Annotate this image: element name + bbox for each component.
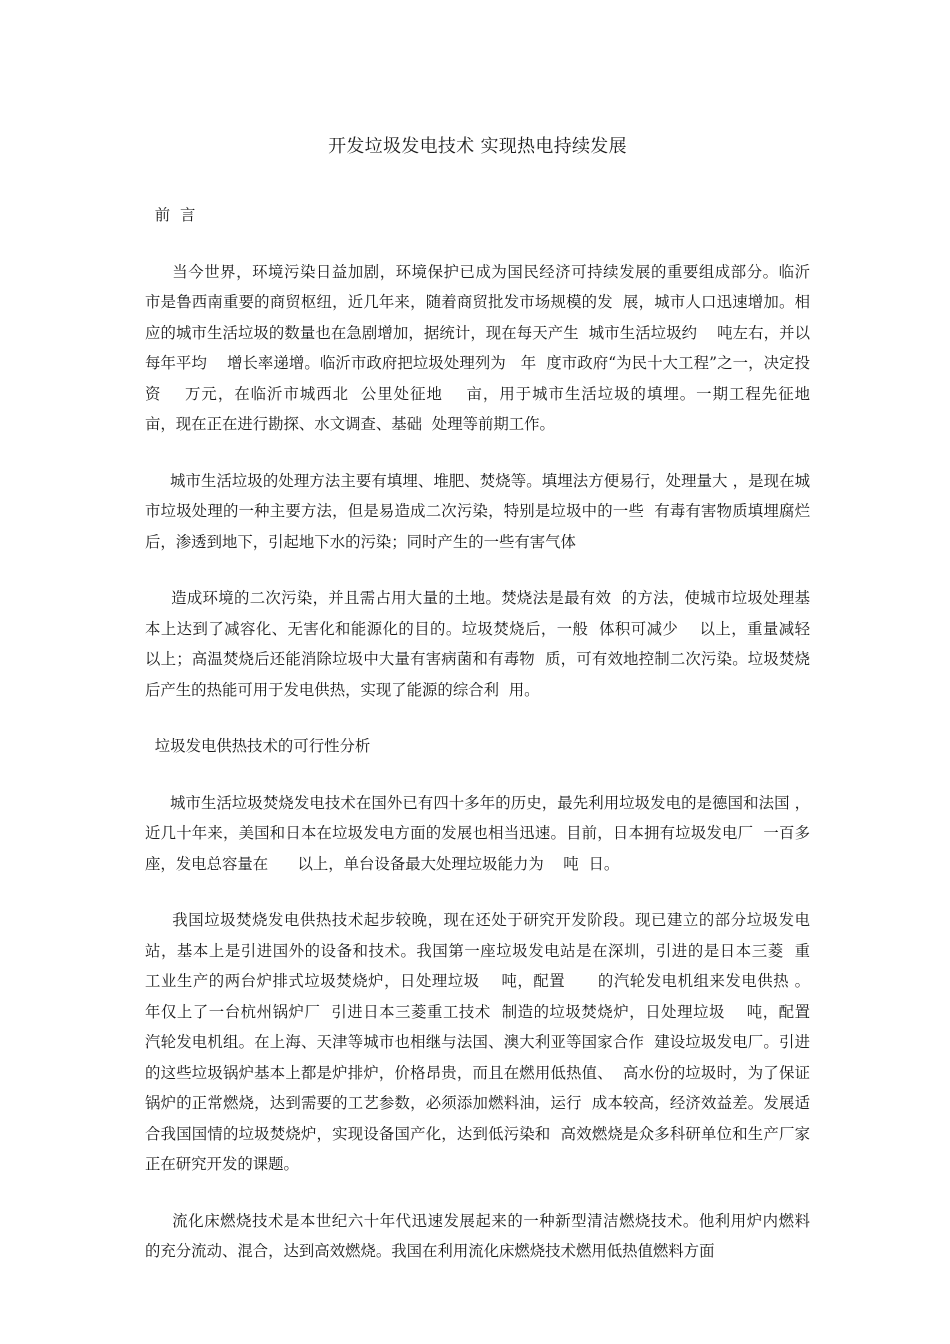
section-heading-preface: 前 言 (145, 206, 201, 224)
paragraph: 我国垃圾焚烧发电供热技术起步较晚，现在还处于研究开发阶段。现已建立的部分垃圾发电 站，基本上是引进国外的设备和技术。我国第一座垃圾发电站是在深圳，引进的是日本三菱 重 工业生产的两台炉排式垃圾焚烧炉，日处理垃圾 吨，配置 的汽轮发电机组来发电供热 。 年仅上了一台杭州锅炉厂 引进日本三菱重工技术 制造的垃圾焚烧炉，日处理垃圾 吨，配置 汽轮发电机组。在上海、天津等城市也相继与法国、澳大利亚等国家合作 建设垃圾发电厂。引进的这些垃圾锅炉基本上都是炉排炉，价格昂贵，而且在燃用低热值、 高水份的垃圾时，为了保证锅炉的正常燃烧，达到需要的工艺参数，必须添加燃料油，运行 成本较高，经济效益差。发展适合我国国情的垃圾焚烧炉，实现设备国产化，达到低污染和 高效燃烧是众多科研单位和生产厂家正在研究开发的课题。 (145, 911, 840, 1173)
paragraph: 城市生活垃圾焚烧发电技术在国外已有四十多年的历史，最先利用垃圾发电的是德国和法国 ，近几十年来，美国和日本在垃圾发电方面的发展也相当迅速。目前，日本拥有垃圾发电厂 一百多座，发电总容量在 以上，单台设备最大处理垃圾能力为 吨 日。 (145, 793, 810, 873)
document-title: 开发垃圾发电技术 实现热电持续发展 (328, 136, 627, 157)
section-heading-feasibility: 垃圾发电供热技术的可行性分析 (145, 737, 400, 755)
paragraph: 造成环境的二次污染，并且需占用大量的土地。焚烧法是最有效 的方法，使城市垃圾处理基本上达到了减容化、无害化和能源化的目的。垃圾焚烧后，一般 体积可减少 以上，重量减轻 以上；高温焚烧后还能消除垃圾中大量有害病菌和有毒物 质，可有效地控制二次污染。垃圾焚烧后产生的热能可用于发电供热，实现了能源的综合利 用。 (145, 589, 830, 699)
document-body (145, 135, 840, 1293)
paragraph: 当今世界，环境污染日益加剧，环境保护已成为国民经济可持续发展的重要组成部分。临沂 市是鲁西南重要的商贸枢纽，近几年来，随着商贸批发市场规模的发 展，城市人口迅速增加。相应的城市生活垃圾的数量也在急剧增加，据统计，现在每天产生 城市生活垃圾约 吨左右，并以每年平均 增长率递增。临沂市政府把垃圾处理列为 年 度市政府“为民十大工程”之一，决定投资 万元，在临沂市城西北 公里处征地 亩，用于城市生活垃圾的填埋。一期工程先征地 亩，现在正在进行勘探、水文调查、基础 处理等前期工作。 (145, 262, 830, 433)
paragraph: 流化床燃烧技术是本世纪六十年代迅速发展起来的一种新型清洁燃烧技术。他利用炉内燃料 的充分流动、混合，达到高效燃烧。我国在利用流化床燃烧技术燃用低热值燃料方面 (145, 1211, 820, 1260)
paragraph: 城市生活垃圾的处理方法主要有填埋、堆肥、焚烧等。填埋法方便易行，处理量大 ，是现在城市垃圾处理的一种主要方法，但是易造成二次污染，特别是垃圾中的一些 有毒有害物质填埋腐烂后，渗透到地下，引起地下水的污染；同时产生的一些有害气体 (145, 471, 810, 551)
